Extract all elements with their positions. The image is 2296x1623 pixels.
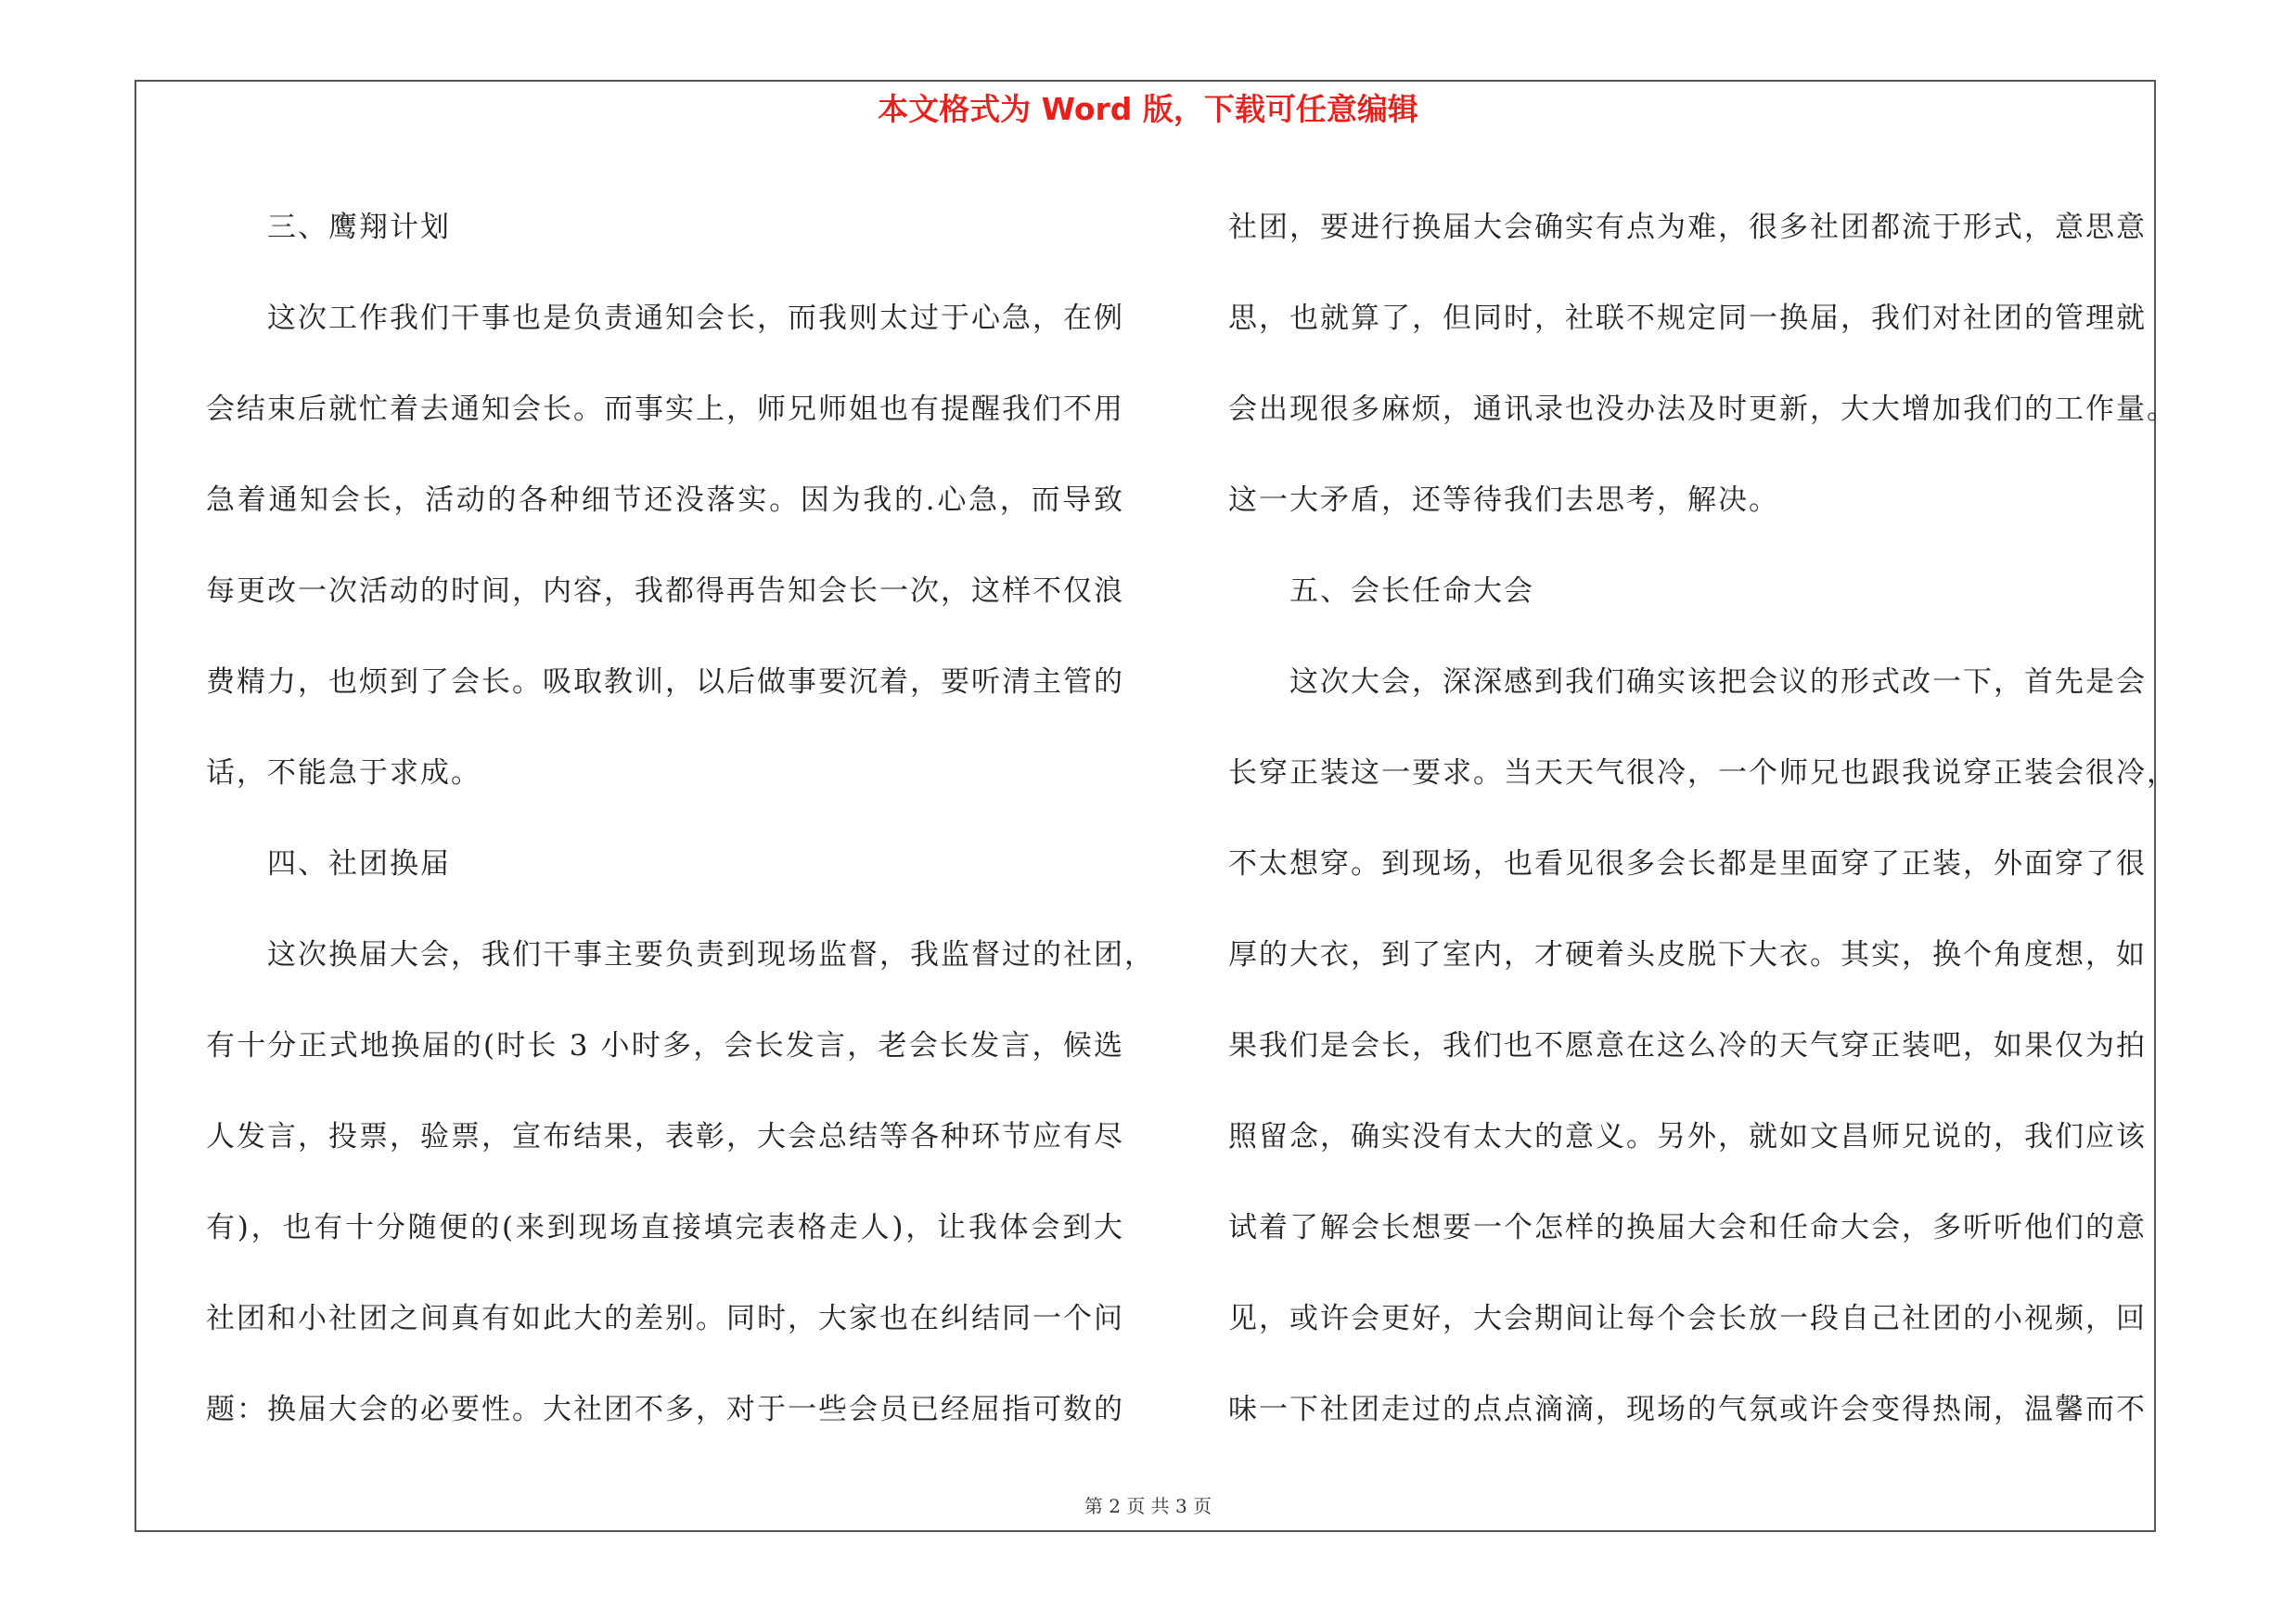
text-line: 思，也就算了，但同时，社联不规定同一换届，我们对社团的管理就 (1228, 302, 2147, 335)
text-line: 费精力，也烦到了会长。吸取教训，以后做事要沉着，要听清主管的 (206, 665, 1124, 699)
text-line: 题：换届大会的必要性。大社团不多，对于一些会员已经屈指可数的 (206, 1393, 1124, 1426)
left-column (206, 182, 1155, 1455)
text-line: 急着通知会长，活动的各种细节还没落实。因为我的.心急，而导致 (206, 483, 1124, 517)
page-number-footer: 第 2 页 共 3 页 (1084, 1495, 1212, 1517)
section-heading: 五、会长任命大会 (1289, 574, 1534, 608)
text-line: 厚的大衣，到了室内，才硬着头皮脱下大衣。其实，换个角度想，如 (1228, 938, 2147, 972)
text-line: 人发言，投票，验票，宣布结果，表彰，大会总结等各种环节应有尽 (206, 1120, 1124, 1153)
right-column (1228, 182, 2177, 1455)
text-line: 这次换届大会，我们干事主要负责到现场监督，我监督过的社团， (267, 938, 1155, 972)
text-line: 这次大会，深深感到我们确实该把会议的形式改一下，首先是会 (1289, 665, 2147, 699)
text-line: 每更改一次活动的时间，内容，我都得再告知会长一次，这样不仅浪 (206, 574, 1124, 608)
text-line: 照留念，确实没有太大的意义。另外，就如文昌师兄说的，我们应该 (1228, 1120, 2147, 1153)
text-line: 话，不能急于求成。 (206, 756, 481, 790)
text-line: 试着了解会长想要一个怎样的换届大会和任命大会，多听听他们的意 (1228, 1211, 2147, 1244)
text-line: 味一下社团走过的点点滴滴，现场的气氛或许会变得热闹，温馨而不 (1228, 1393, 2147, 1426)
text-line: 有十分正式地换届的(时长 3 小时多，会长发言，老会长发言，候选 (206, 1029, 1124, 1063)
text-line: 会出现很多麻烦，通讯录也没办法及时更新，大大增加我们的工作量。 (1228, 393, 2177, 426)
document-banner: 本文格式为 Word 版，下载可任意编辑 (878, 91, 1418, 127)
section-heading: 四、社团换届 (267, 847, 451, 881)
text-line: 这一大矛盾，还等待我们去思考，解决。 (1228, 483, 1779, 517)
text-line: 这次工作我们干事也是负责通知会长，而我则太过于心急，在例 (267, 302, 1124, 335)
text-line: 果我们是会长，我们也不愿意在这么冷的天气穿正装吧，如果仅为拍 (1228, 1029, 2147, 1063)
text-line: 会结束后就忙着去通知会长。而事实上，师兄师姐也有提醒我们不用 (206, 393, 1124, 426)
section-heading: 三、鹰翔计划 (267, 211, 451, 244)
text-line: 有)，也有十分随便的(来到现场直接填完表格走人)，让我体会到大 (206, 1211, 1124, 1244)
text-line: 见，或许会更好，大会期间让每个会长放一段自己社团的小视频，回 (1228, 1302, 2147, 1335)
text-line: 社团，要进行换届大会确实有点为难，很多社团都流于形式，意思意 (1228, 211, 2147, 244)
text-line: 不太想穿。到现场，也看见很多会长都是里面穿了正装，外面穿了很 (1228, 847, 2147, 881)
text-line: 长穿正装这一要求。当天天气很冷，一个师兄也跟我说穿正装会很冷， (1228, 756, 2177, 790)
text-line: 社团和小社团之间真有如此大的差别。同时，大家也在纠结同一个问 (206, 1302, 1124, 1335)
